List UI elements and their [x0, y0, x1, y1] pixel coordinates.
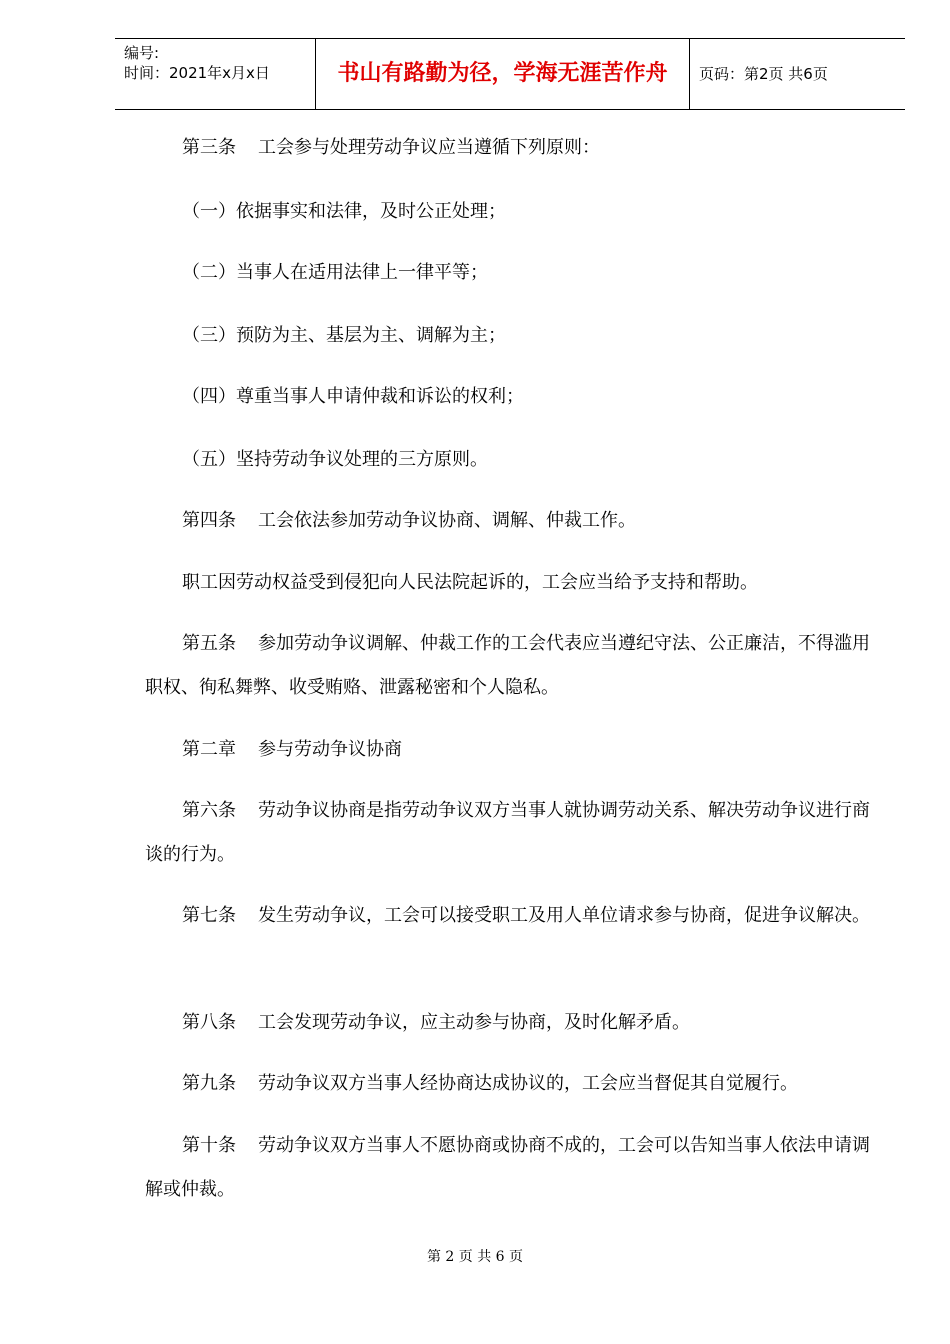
document-time-label: 时间：2021年x月x日: [124, 64, 270, 82]
header-motto: 书山有路勤为径，学海无涯苦作舟: [316, 39, 690, 109]
list-item-2: [145, 251, 875, 295]
article-text: 劳动争议双方当事人经协商达成协议的，工会应当督促其自觉履行。: [258, 1073, 798, 1094]
article-text: 劳动争议双方当事人不愿协商或协商不成的，工会可以告知当事人依法申请调解或仲裁。: [145, 1135, 870, 1200]
article-title: 第三条: [182, 137, 236, 158]
article-10: [145, 1124, 875, 1212]
article-text: 工会依法参加劳动争议协商、调解、仲裁工作。: [258, 510, 636, 531]
list-item-5: [145, 438, 875, 482]
chapter-2-heading: [145, 728, 875, 772]
article-title: 第五条: [182, 633, 236, 654]
article-text: 工会参与处理劳动争议应当遵循下列原则：: [258, 137, 600, 158]
list-item-text: （一）依据事实和法律，及时公正处理；: [182, 201, 506, 222]
list-item-text: （二）当事人在适用法律上一律平等；: [182, 262, 488, 283]
article-text: 劳动争议协商是指劳动争议双方当事人就协调劳动关系、解决劳动争议进行商谈的行为。: [145, 800, 870, 865]
article-7: [145, 894, 875, 938]
list-item-text: （四）尊重当事人申请仲裁和诉讼的权利；: [182, 386, 524, 407]
article-text: 发生劳动争议，工会可以接受职工及用人单位请求参与协商，促进争议解决。: [258, 905, 870, 926]
article-text: 参加劳动争议调解、仲裁工作的工会代表应当遵纪守法、公正廉洁，不得滥用职权、徇私舞弊、收受贿赂、泄露秘密和个人隐私。: [145, 633, 870, 698]
article-title: 第六条: [182, 800, 236, 821]
article-6: [145, 789, 875, 877]
article-3: [145, 126, 875, 170]
article-4-note: [145, 561, 875, 605]
article-4: [145, 499, 875, 543]
page-header: [115, 38, 905, 110]
document-number-label: 编号:: [124, 44, 160, 62]
header-page-label: 页码：第2页 共6页: [699, 65, 828, 83]
article-title: 第七条: [182, 905, 236, 926]
article-5: [145, 622, 875, 710]
list-item-text: （三）预防为主、基层为主、调解为主；: [182, 325, 506, 346]
article-8: [145, 1001, 875, 1045]
article-title: 第八条: [182, 1012, 236, 1033]
list-item-4: [145, 375, 875, 419]
article-title: 第四条: [182, 510, 236, 531]
article-9: [145, 1062, 875, 1106]
list-item-text: （五）坚持劳动争议处理的三方原则。: [182, 449, 488, 470]
list-item-1: [145, 190, 875, 234]
list-item-3: [145, 314, 875, 358]
article-text: 工会发现劳动争议，应主动参与协商，及时化解矛盾。: [258, 1012, 690, 1033]
article-text: 职工因劳动权益受到侵犯向人民法院起诉的，工会应当给予支持和帮助。: [182, 572, 758, 593]
chapter-title: 第二章: [182, 739, 236, 760]
chapter-text: 参与劳动争议协商: [258, 739, 402, 760]
page-footer: 第 2 页 共 6 页: [426, 1249, 524, 1265]
article-title: 第十条: [182, 1135, 236, 1156]
header-meta: [115, 39, 316, 109]
article-title: 第九条: [182, 1073, 236, 1094]
